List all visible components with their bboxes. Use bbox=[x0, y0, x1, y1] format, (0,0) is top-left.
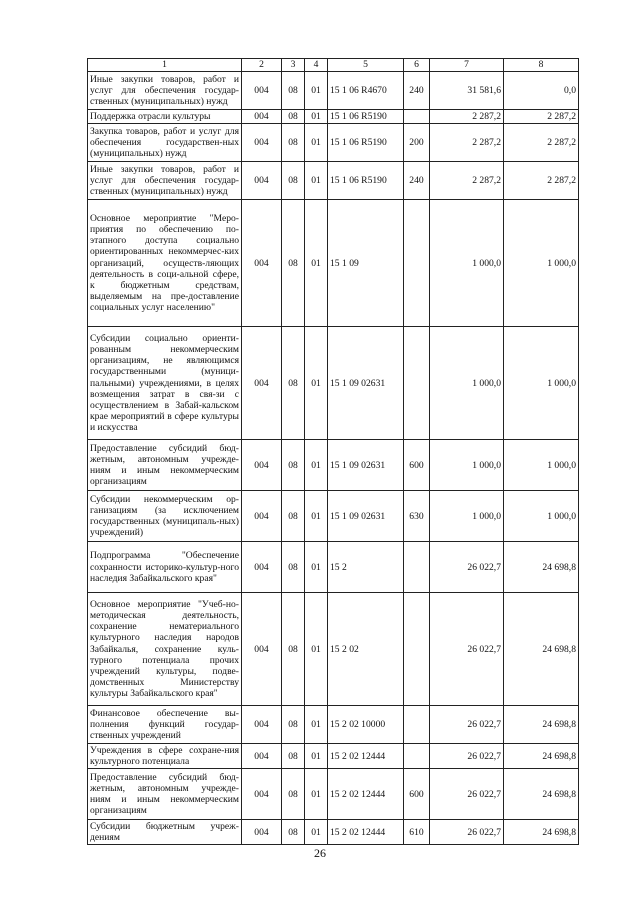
subsection-code-cell: 01 bbox=[305, 542, 328, 593]
target-article-cell: 15 2 02 bbox=[328, 593, 404, 706]
row-name-cell: Субсидии социально ориенти-рованным некоммерческим организациям, не являющимся государственными (муници-пальными) учреждениями, в целях возмещения затрат в свя-зи с осуществлением в Забай-кальском крае мероприятий в сфере культуры и искусства bbox=[88, 327, 242, 440]
amount-year1-cell: 31 581,6 bbox=[430, 72, 504, 110]
amount-year1-cell: 1 000,0 bbox=[430, 327, 504, 440]
amount-year1-cell: 26 022,7 bbox=[430, 542, 504, 593]
section-code-cell: 08 bbox=[282, 72, 305, 110]
section-code-cell: 08 bbox=[282, 593, 305, 706]
expense-type-cell bbox=[404, 593, 430, 706]
target-article-cell: 15 2 bbox=[328, 542, 404, 593]
subsection-code-cell: 01 bbox=[305, 440, 328, 491]
amount-year2-cell: 0,0 bbox=[504, 72, 579, 110]
target-article-cell: 15 1 06 R5190 bbox=[328, 110, 404, 124]
section-code-cell: 08 bbox=[282, 820, 305, 845]
subsection-code-cell: 01 bbox=[305, 72, 328, 110]
table-row bbox=[88, 542, 579, 593]
target-article-cell: 15 1 09 02631 bbox=[328, 440, 404, 491]
page-number: 26 bbox=[314, 846, 326, 860]
table-row bbox=[88, 769, 579, 820]
table-row bbox=[88, 593, 579, 706]
expense-type-cell bbox=[404, 200, 430, 327]
row-name-cell: Подпрограмма "Обеспечение сохранности историко-культур-ного наследия Забайкальского края" bbox=[88, 542, 242, 593]
table-row bbox=[88, 820, 579, 845]
amount-year1-cell: 1 000,0 bbox=[430, 200, 504, 327]
admin-code-cell: 004 bbox=[242, 491, 282, 542]
target-article-cell: 15 2 02 12444 bbox=[328, 744, 404, 769]
expense-type-cell: 240 bbox=[404, 72, 430, 110]
amount-year2-cell: 1 000,0 bbox=[504, 440, 579, 491]
admin-code-cell: 004 bbox=[242, 124, 282, 162]
table-row bbox=[88, 706, 579, 744]
row-name-cell: Учреждения в сфере сохране-ния культурного потенциала bbox=[88, 744, 242, 769]
subsection-code-cell: 01 bbox=[305, 124, 328, 162]
subsection-code-cell: 01 bbox=[305, 744, 328, 769]
subsection-code-cell: 01 bbox=[305, 327, 328, 440]
section-code-cell: 08 bbox=[282, 124, 305, 162]
column-header: 5 bbox=[328, 59, 404, 72]
target-article-cell: 15 2 02 10000 bbox=[328, 706, 404, 744]
amount-year1-cell: 26 022,7 bbox=[430, 744, 504, 769]
subsection-code-cell: 01 bbox=[305, 706, 328, 744]
expense-type-cell: 600 bbox=[404, 769, 430, 820]
column-header: 8 bbox=[504, 59, 579, 72]
expense-type-cell bbox=[404, 744, 430, 769]
row-name-cell: Субсидии бюджетным учреж-дениям bbox=[88, 820, 242, 845]
row-name-cell: Основное мероприятие "Меро-приятия по обеспечению по-этапного доступа социально ориентированных некоммерчес-ких организаций, осуществ-ляющих деятельность в соци-альной сфере, к бюджетным средствам, выделяемым на пре-доставление социальных услуг населению" bbox=[88, 200, 242, 327]
subsection-code-cell: 01 bbox=[305, 200, 328, 327]
column-header: 3 bbox=[282, 59, 305, 72]
section-code-cell: 08 bbox=[282, 706, 305, 744]
row-name-cell: Поддержка отрасли культуры bbox=[88, 110, 242, 124]
table-row bbox=[88, 110, 579, 124]
amount-year1-cell: 1 000,0 bbox=[430, 491, 504, 542]
amount-year2-cell: 24 698,8 bbox=[504, 769, 579, 820]
expense-type-cell: 630 bbox=[404, 491, 430, 542]
expense-type-cell bbox=[404, 706, 430, 744]
amount-year2-cell: 24 698,8 bbox=[504, 820, 579, 845]
section-code-cell: 08 bbox=[282, 491, 305, 542]
table-row bbox=[88, 744, 579, 769]
admin-code-cell: 004 bbox=[242, 593, 282, 706]
expense-type-cell: 610 bbox=[404, 820, 430, 845]
amount-year2-cell: 24 698,8 bbox=[504, 744, 579, 769]
target-article-cell: 15 2 02 12444 bbox=[328, 769, 404, 820]
row-name-cell: Иные закупки товаров, работ и услуг для обеспечения государ-ственных (муниципальных) нужд bbox=[88, 162, 242, 200]
amount-year1-cell: 1 000,0 bbox=[430, 440, 504, 491]
row-name-cell: Закупка товаров, работ и услуг для обеспечения государствен-ных (муниципальных) нужд bbox=[88, 124, 242, 162]
target-article-cell: 15 1 09 02631 bbox=[328, 491, 404, 542]
admin-code-cell: 004 bbox=[242, 162, 282, 200]
table-row bbox=[88, 440, 579, 491]
amount-year1-cell: 26 022,7 bbox=[430, 593, 504, 706]
amount-year2-cell: 2 287,2 bbox=[504, 110, 579, 124]
target-article-cell: 15 1 06 R5190 bbox=[328, 124, 404, 162]
amount-year1-cell: 2 287,2 bbox=[430, 162, 504, 200]
subsection-code-cell: 01 bbox=[305, 820, 328, 845]
row-name-cell: Предоставление субсидий бюд-жетным, автономным учрежде-ниям и иным некоммерческим организациям bbox=[88, 769, 242, 820]
amount-year1-cell: 26 022,7 bbox=[430, 820, 504, 845]
row-name-cell: Предоставление субсидий бюд-жетным, автономным учрежде-ниям и иным некоммерческим организациям bbox=[88, 440, 242, 491]
table-row bbox=[88, 162, 579, 200]
column-header: 4 bbox=[305, 59, 328, 72]
subsection-code-cell: 01 bbox=[305, 162, 328, 200]
expense-type-cell: 200 bbox=[404, 124, 430, 162]
section-code-cell: 08 bbox=[282, 744, 305, 769]
amount-year1-cell: 26 022,7 bbox=[430, 706, 504, 744]
table-row bbox=[88, 124, 579, 162]
admin-code-cell: 004 bbox=[242, 200, 282, 327]
subsection-code-cell: 01 bbox=[305, 110, 328, 124]
target-article-cell: 15 1 09 bbox=[328, 200, 404, 327]
target-article-cell: 15 2 02 12444 bbox=[328, 820, 404, 845]
amount-year1-cell: 2 287,2 bbox=[430, 124, 504, 162]
column-header: 6 bbox=[404, 59, 430, 72]
section-code-cell: 08 bbox=[282, 200, 305, 327]
amount-year2-cell: 1 000,0 bbox=[504, 327, 579, 440]
admin-code-cell: 004 bbox=[242, 820, 282, 845]
table-row bbox=[88, 200, 579, 327]
header-row bbox=[88, 59, 579, 72]
amount-year2-cell: 2 287,2 bbox=[504, 124, 579, 162]
row-name-cell: Основное мероприятие "Учеб-но-методическая деятельность, сохранение нематериального культурного наследия народов Забайкалья, сохранение куль-турного потенциала прочих учреждений культуры, подве-домственных Министерству культуры Забайкальского края" bbox=[88, 593, 242, 706]
subsection-code-cell: 01 bbox=[305, 769, 328, 820]
admin-code-cell: 004 bbox=[242, 769, 282, 820]
admin-code-cell: 004 bbox=[242, 327, 282, 440]
section-code-cell: 08 bbox=[282, 440, 305, 491]
admin-code-cell: 004 bbox=[242, 706, 282, 744]
subsection-code-cell: 01 bbox=[305, 593, 328, 706]
admin-code-cell: 004 bbox=[242, 440, 282, 491]
section-code-cell: 08 bbox=[282, 542, 305, 593]
amount-year1-cell: 2 287,2 bbox=[430, 110, 504, 124]
column-header: 1 bbox=[88, 59, 242, 72]
amount-year2-cell: 24 698,8 bbox=[504, 706, 579, 744]
admin-code-cell: 004 bbox=[242, 744, 282, 769]
section-code-cell: 08 bbox=[282, 769, 305, 820]
table-row bbox=[88, 491, 579, 542]
section-code-cell: 08 bbox=[282, 327, 305, 440]
amount-year2-cell: 24 698,8 bbox=[504, 542, 579, 593]
expense-type-cell bbox=[404, 327, 430, 440]
amount-year2-cell: 2 287,2 bbox=[504, 162, 579, 200]
amount-year2-cell: 1 000,0 bbox=[504, 200, 579, 327]
section-code-cell: 08 bbox=[282, 110, 305, 124]
admin-code-cell: 004 bbox=[242, 110, 282, 124]
amount-year2-cell: 24 698,8 bbox=[504, 593, 579, 706]
target-article-cell: 15 1 06 R4670 bbox=[328, 72, 404, 110]
amount-year1-cell: 26 022,7 bbox=[430, 769, 504, 820]
target-article-cell: 15 1 06 R5190 bbox=[328, 162, 404, 200]
expense-type-cell bbox=[404, 110, 430, 124]
expense-type-cell bbox=[404, 542, 430, 593]
table-row bbox=[88, 72, 579, 110]
expense-type-cell: 600 bbox=[404, 440, 430, 491]
table-body bbox=[88, 72, 579, 845]
table-row bbox=[88, 327, 579, 440]
amount-year2-cell: 1 000,0 bbox=[504, 491, 579, 542]
column-header: 7 bbox=[430, 59, 504, 72]
row-name-cell: Субсидии некоммерческим ор-ганизациям (за исключением государственных (муниципаль-ных) учреждений) bbox=[88, 491, 242, 542]
admin-code-cell: 004 bbox=[242, 542, 282, 593]
target-article-cell: 15 1 09 02631 bbox=[328, 327, 404, 440]
budget-table bbox=[87, 58, 579, 845]
column-header: 2 bbox=[242, 59, 282, 72]
admin-code-cell: 004 bbox=[242, 72, 282, 110]
subsection-code-cell: 01 bbox=[305, 491, 328, 542]
row-name-cell: Иные закупки товаров, работ и услуг для обеспечения государ-ственных (муниципальных) нужд bbox=[88, 72, 242, 110]
section-code-cell: 08 bbox=[282, 162, 305, 200]
expense-type-cell: 240 bbox=[404, 162, 430, 200]
row-name-cell: Финансовое обеспечение вы-полнения функций государ-ственных учреждений bbox=[88, 706, 242, 744]
